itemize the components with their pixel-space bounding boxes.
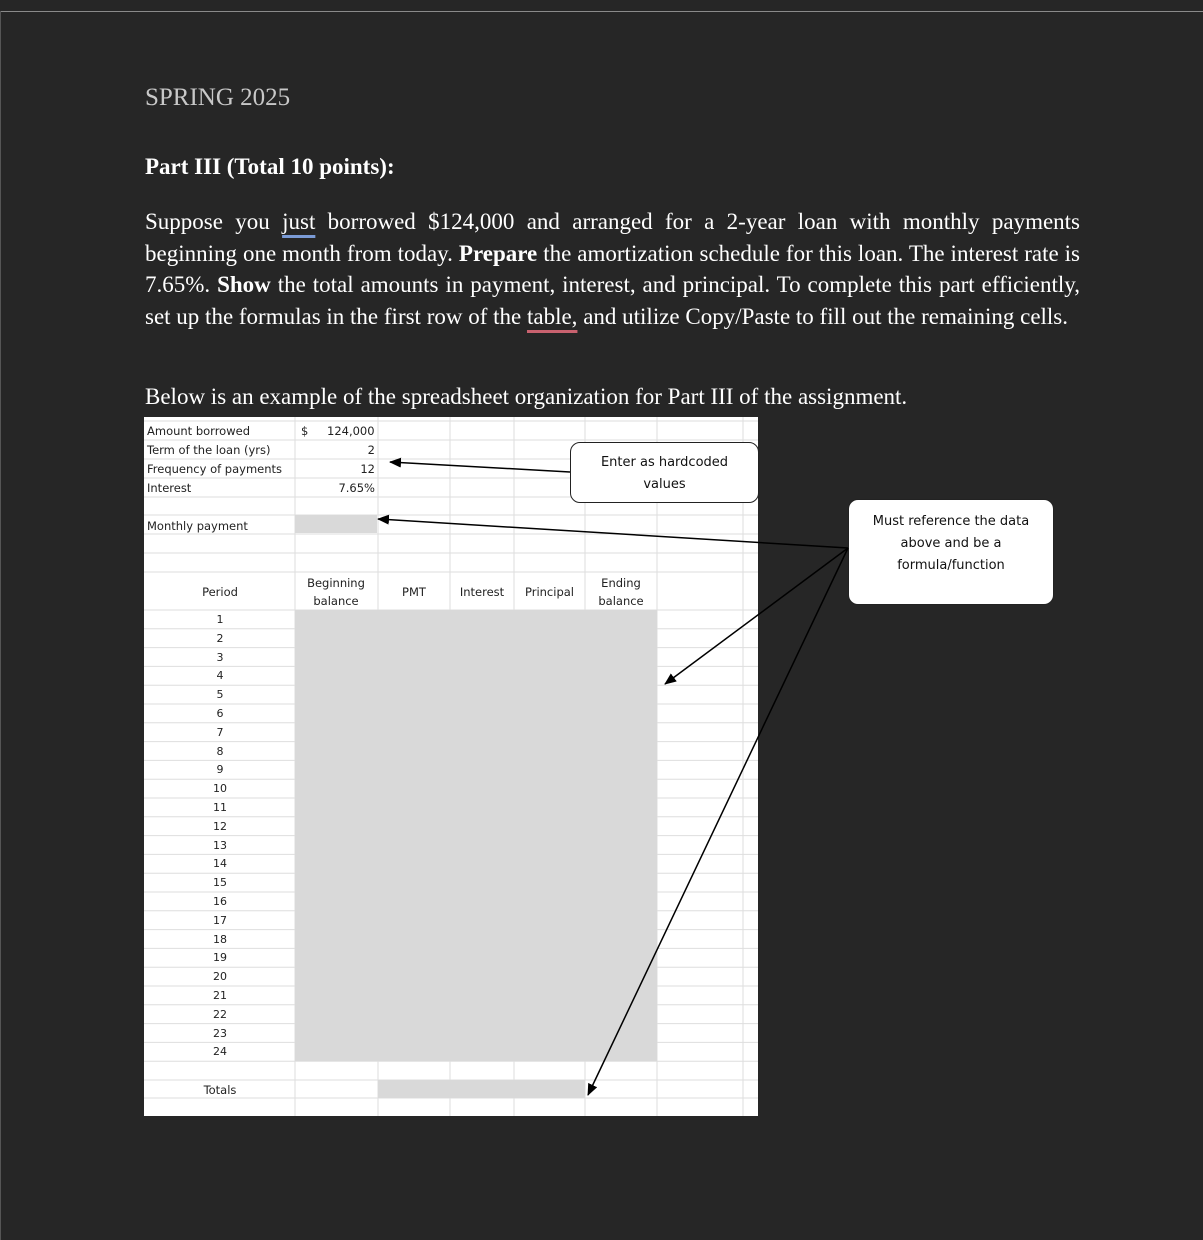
input-label-amount: Amount borrowed (147, 424, 251, 438)
input-value-term: 2 (367, 443, 375, 457)
page-header: SPRING 2025 (145, 84, 291, 111)
period-cell: 9 (216, 763, 224, 777)
monthly-payment-label: Monthly payment (147, 519, 248, 533)
callout-reference: Must reference the data above and be a formula/function (848, 499, 1054, 605)
period-cell: 10 (213, 782, 227, 796)
period-cell: 11 (213, 801, 227, 814)
period-cell: 18 (213, 932, 227, 946)
period-cell: 1 (216, 613, 224, 626)
header-principal: Principal (524, 585, 574, 599)
period-cell: 7 (216, 725, 224, 739)
arrow-to-totals (588, 548, 848, 1095)
header-ending-balance: Ending balance (598, 576, 644, 608)
input-value-amount: 124,000 (327, 424, 375, 438)
part-title: Part III (Total 10 points): (145, 154, 395, 179)
period-cell: 16 (213, 895, 227, 908)
header-beginning-balance: Beginning balance (307, 576, 365, 608)
period-cell: 13 (213, 838, 227, 852)
period-cell: 4 (216, 669, 224, 683)
input-value-interest: 7.65% (338, 481, 375, 495)
period-cell: 22 (213, 1007, 227, 1021)
arrow-to-inputs (390, 462, 570, 472)
grammar-flag-just: just (282, 209, 316, 234)
period-cell: 21 (213, 989, 227, 1002)
spell-flag-table: table, (526, 303, 578, 329)
period-cell: 17 (213, 913, 227, 927)
input-label-term: Term of the loan (yrs) (147, 443, 271, 457)
period-cell: 2 (216, 631, 224, 645)
callout-hardcoded: Enter as hardcoded values (570, 442, 759, 503)
instructions-paragraph: Suppose you just borrowed $124,000 and arranged for a 2-year loan with monthly payments beginning one month from today. Prepare the amortization schedule for this loan. The interest rate is 7.65%. Show the total amounts in payment, interest, and principal. To complete this part efficiently, set up the formulas in the first row of the table, and utilize Copy/Paste to fill out the remaining cells. (145, 209, 1081, 329)
period-cell: 15 (213, 876, 227, 890)
input-value-frequency: 12 (360, 462, 375, 476)
period-cell: 23 (213, 1026, 227, 1040)
header-pmt: PMT (402, 585, 426, 599)
arrow-to-schedule-body (665, 548, 848, 684)
period-cell: 20 (213, 970, 227, 984)
period-cell: 8 (216, 744, 224, 758)
period-cell: 3 (216, 650, 224, 664)
period-cell: 6 (216, 707, 224, 720)
arrow-to-monthly-payment (378, 519, 848, 548)
period-cell: 5 (216, 688, 224, 702)
period-cell: 12 (213, 819, 227, 833)
example-intro: Below is an example of the spreadsheet organization for Part III of the assignment. (145, 384, 908, 409)
totals-label: Totals (203, 1083, 237, 1097)
period-cell: 14 (213, 857, 227, 871)
header-period: Period (202, 585, 238, 599)
input-label-interest: Interest (147, 481, 192, 495)
currency-symbol: $ (301, 424, 309, 438)
period-cell: 19 (213, 951, 227, 965)
period-cell: 24 (213, 1045, 227, 1059)
input-label-frequency: Frequency of payments (147, 462, 283, 476)
header-interest: Interest (459, 585, 505, 599)
